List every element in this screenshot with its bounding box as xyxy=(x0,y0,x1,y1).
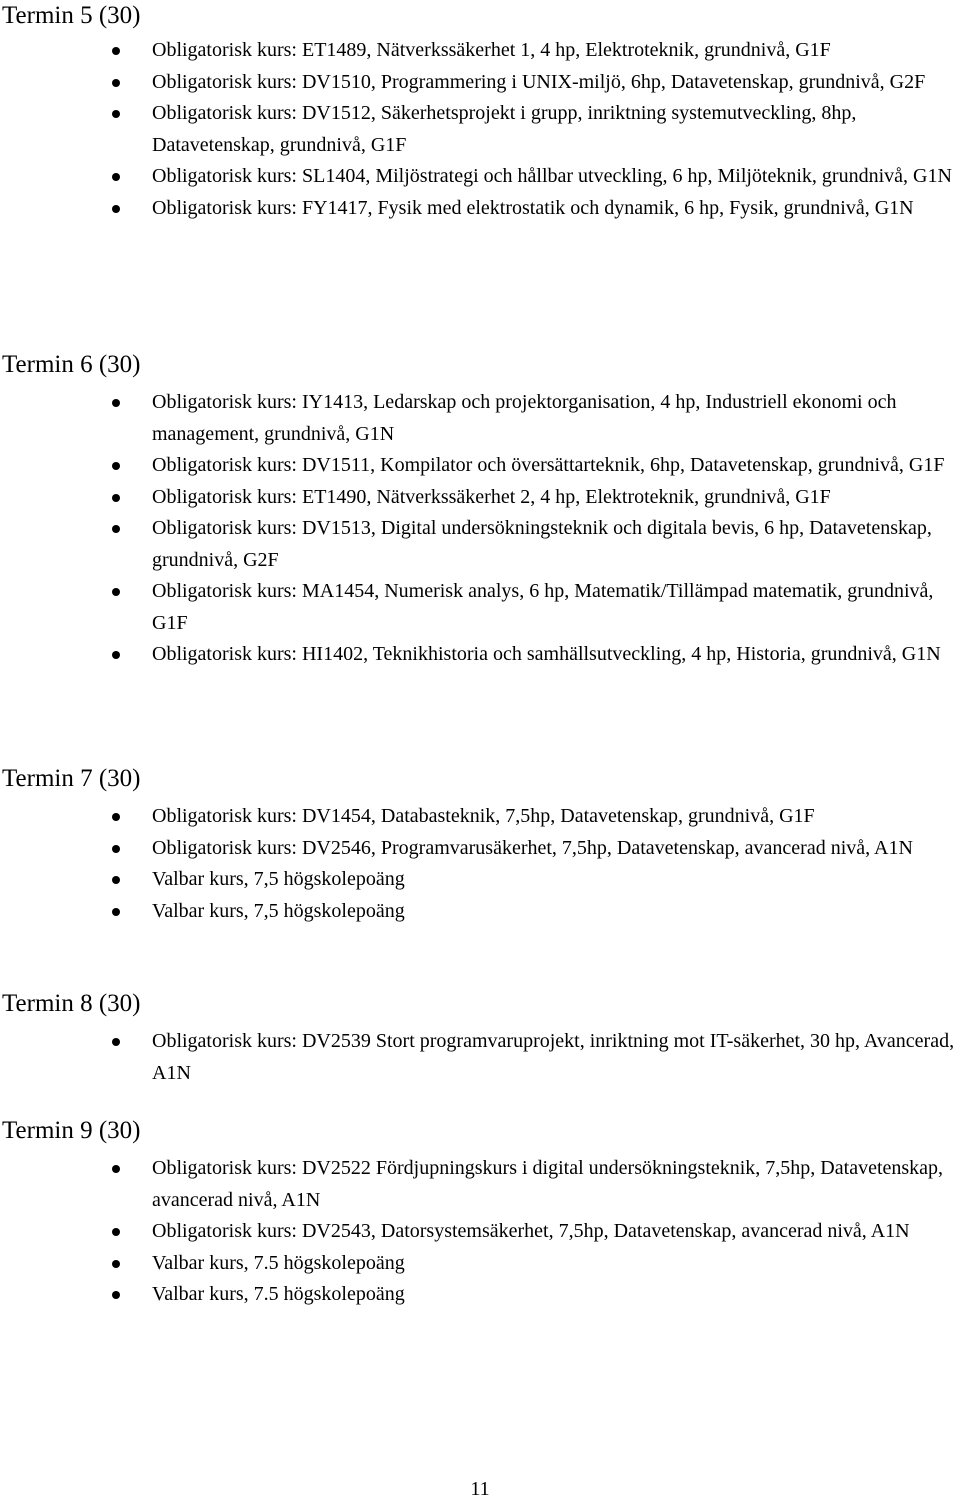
list-item xyxy=(0,387,960,450)
course-text: Obligatorisk kurs: DV1512, Säkerhetsprojekt i grupp, inriktning systemutveckling, 8hp, Datavetenskap, grundnivå, G1F xyxy=(152,102,857,156)
list-item xyxy=(0,513,960,576)
list-item xyxy=(0,896,960,928)
bullet-icon xyxy=(112,1260,120,1268)
course-list xyxy=(0,1026,960,1089)
course-text: Valbar kurs, 7.5 högskolepoäng xyxy=(152,1251,405,1274)
course-text: Obligatorisk kurs: ET1489, Nätverkssäkerhet 1, 4 hp, Elektroteknik, grundnivå, G1F xyxy=(152,39,831,61)
course-text: Obligatorisk kurs: DV1511, Kompilator och översättarteknik, 6hp, Datavetenskap, grundnivå, G1F xyxy=(152,454,945,476)
list-item xyxy=(0,482,960,514)
list-item xyxy=(0,67,960,99)
course-list xyxy=(0,387,960,671)
bullet-icon xyxy=(112,845,120,853)
course-text: Obligatorisk kurs: HI1402, Teknikhistoria och samhällsutveckling, 4 hp, Historia, grundnivå, G1N xyxy=(152,643,941,665)
term-heading: Termin 6 (30) xyxy=(2,351,141,378)
course-text: Obligatorisk kurs: DV2543, Datorsystemsäkerhet, 7,5hp, Datavetenskap, avancerad nivå, A1N xyxy=(152,1220,910,1242)
list-item xyxy=(0,1153,960,1216)
term-section-5 xyxy=(0,1,960,224)
list-item xyxy=(0,161,960,193)
term-heading: Termin 8 (30) xyxy=(2,990,141,1017)
bullet-icon xyxy=(112,1291,120,1299)
bullet-icon xyxy=(112,813,120,821)
term-section-7 xyxy=(0,764,960,927)
course-text: Obligatorisk kurs: DV1454, Databasteknik, 7,5hp, Datavetenskap, grundnivå, G1F xyxy=(152,805,815,827)
list-item xyxy=(0,1279,960,1311)
list-item xyxy=(0,35,960,67)
course-text: Obligatorisk kurs: SL1404, Miljöstrategi och hållbar utveckling, 6 hp, Miljöteknik, grundnivå, G1N xyxy=(152,165,952,187)
course-text: Valbar kurs, 7,5 högskolepoäng xyxy=(152,899,405,922)
bullet-icon xyxy=(112,588,120,596)
list-item xyxy=(0,193,960,225)
bullet-icon xyxy=(112,1228,120,1236)
term-section-8 xyxy=(0,989,960,1089)
bullet-icon xyxy=(112,525,120,533)
term-heading: Termin 5 (30) xyxy=(2,2,141,29)
list-item xyxy=(0,801,960,833)
bullet-icon xyxy=(112,494,120,502)
course-text: Valbar kurs, 7,5 högskolepoäng xyxy=(152,868,405,890)
bullet-icon xyxy=(112,1038,120,1046)
bullet-icon xyxy=(112,908,120,916)
bullet-icon xyxy=(112,651,120,659)
course-text: Obligatorisk kurs: MA1454, Numerisk analys, 6 hp, Matematik/Tillämpad matematik, grundnivå, G1F xyxy=(152,580,934,634)
list-item xyxy=(0,833,960,865)
term-section-6 xyxy=(0,350,960,671)
bullet-icon xyxy=(112,110,120,118)
list-item xyxy=(0,864,960,896)
bullet-icon xyxy=(112,173,120,181)
bullet-icon xyxy=(112,876,120,884)
course-list xyxy=(0,1153,960,1311)
bullet-icon xyxy=(112,205,120,213)
term-heading: Termin 9 (30) xyxy=(2,1117,141,1144)
bullet-icon xyxy=(112,462,120,470)
course-text: Obligatorisk kurs: DV2522 Fördjupningskurs i digital undersökningsteknik, 7,5hp, Datavetenskap, avancerad nivå, A1N xyxy=(152,1157,944,1211)
list-item xyxy=(0,639,960,671)
list-item xyxy=(0,98,960,161)
bullet-icon xyxy=(112,1165,120,1173)
course-text: Obligatorisk kurs: DV2539 Stort programvaruprojekt, inriktning mot IT-säkerhet, 30 hp, Avancerad, A1N xyxy=(152,1030,955,1084)
course-list xyxy=(0,35,960,224)
bullet-icon xyxy=(112,79,120,87)
course-text: Obligatorisk kurs: FY1417, Fysik med elektrostatik och dynamik, 6 hp, Fysik, grundnivå, G1N xyxy=(152,196,914,219)
course-text: Obligatorisk kurs: DV1513, Digital undersökningsteknik och digitala bevis, 6 hp, Datavetenskap, grundnivå, G2F xyxy=(152,517,932,571)
page-number: 11 xyxy=(470,1478,490,1500)
term-section-9 xyxy=(0,1116,960,1311)
course-text: Obligatorisk kurs: IY1413, Ledarskap och projektorganisation, 4 hp, Industriell ekonomi och management, grundnivå, G1N xyxy=(152,391,897,445)
list-item xyxy=(0,1248,960,1280)
bullet-icon xyxy=(112,47,120,55)
list-item xyxy=(0,576,960,639)
course-text: Obligatorisk kurs: DV1510, Programmering i UNIX-miljö, 6hp, Datavetenskap, grundnivå, G2F xyxy=(152,70,926,93)
list-item xyxy=(0,1216,960,1248)
list-item xyxy=(0,1026,960,1089)
course-list xyxy=(0,801,960,927)
course-text: Obligatorisk kurs: DV2546, Programvarusäkerhet, 7,5hp, Datavetenskap, avancerad nivå, A1N xyxy=(152,836,913,859)
course-text: Obligatorisk kurs: ET1490, Nätverkssäkerhet 2, 4 hp, Elektroteknik, grundnivå, G1F xyxy=(152,485,831,508)
bullet-icon xyxy=(112,399,120,407)
list-item xyxy=(0,450,960,482)
term-heading: Termin 7 (30) xyxy=(2,765,141,792)
course-text: Valbar kurs, 7.5 högskolepoäng xyxy=(152,1283,405,1305)
